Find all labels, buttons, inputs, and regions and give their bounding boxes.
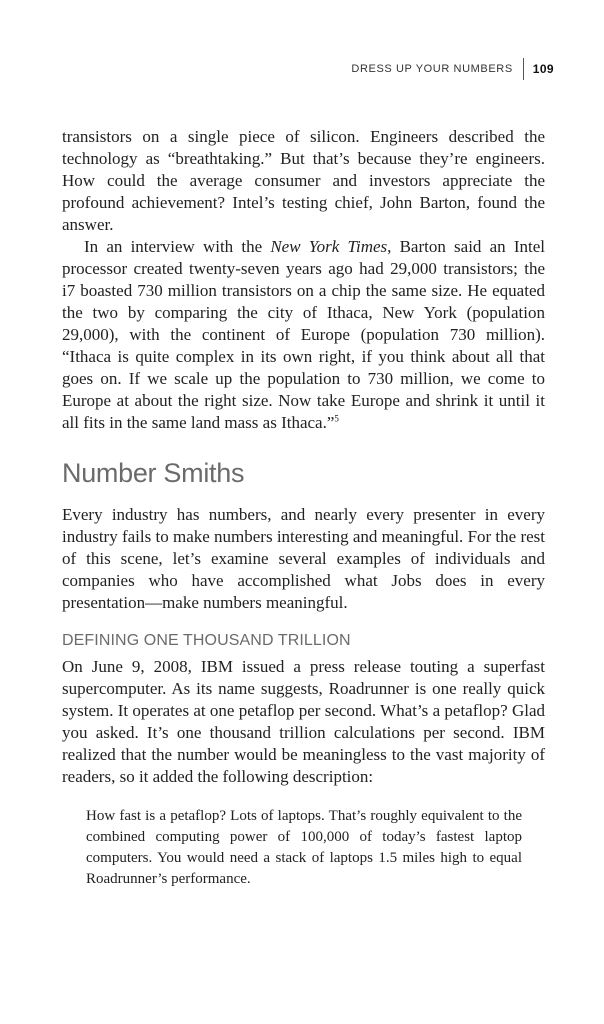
endnote-marker: 5 xyxy=(334,413,339,424)
paragraph-2 xyxy=(62,236,545,434)
paragraph-1: transistors on a single piece of silicon. Engineers described the technology as “breathtaking.” But that’s because they’re engineers. How could the average consumer and investors appreciate the profound achievement? Intel’s testing chief, John Barton, found the answer. xyxy=(62,127,545,234)
page-body xyxy=(62,126,545,890)
section-heading: Number Smiths xyxy=(62,458,245,488)
subheading: DEFINING ONE THOUSAND TRILLION xyxy=(62,632,351,649)
running-head xyxy=(351,58,554,80)
header-divider xyxy=(523,58,524,80)
block-quote: How fast is a petaflop? Lots of laptops. That’s roughly equivalent to the combined computing power of 100,000 of today’s fastest laptop computers. You would need a stack of laptops 1.5 miles high to equal Roadrunner’s performance. xyxy=(86,808,522,887)
paragraph-3: Every industry has numbers, and nearly every presenter in every industry fails to make numbers interesting and meaningful. For the rest of this scene, let’s examine several examples of individuals and companies who have accomplished what Jobs does in every presentation—make numbers meaningful. xyxy=(62,505,545,612)
publication-title: New York Times xyxy=(270,237,388,256)
page-number: 109 xyxy=(532,62,554,76)
paragraph-2-lead: In an interview with the xyxy=(84,237,271,256)
paragraph-4: On June 9, 2008, IBM issued a press release touting a superfast supercomputer. As its name suggests, Roadrunner is one really quick system. It operates at one petaflop per second. What’s a petaflop? Glad you asked. It’s one thousand trillion calculations per second. IBM realized that the number would be meaningless to the vast majority of readers, so it added the following description: xyxy=(62,657,545,786)
running-title: DRESS UP YOUR NUMBERS xyxy=(351,63,513,75)
paragraph-2-text: , Barton said an Intel processor created twenty-seven years ago had 29,000 transistors; the i7 boasted 730 million transistors on a chip the same size. He equated the two by comparing the city of Ithaca, New York (population 29,000), with the continent of Europe (population 730 million). “Ithaca is quite complex in its own right, if you think about all that goes on. If we scale up the population to 730 million, we come to Europe at about the right size. Now take Europe and shrink it until it all fits in the same land mass as Ithaca.” xyxy=(62,237,545,432)
